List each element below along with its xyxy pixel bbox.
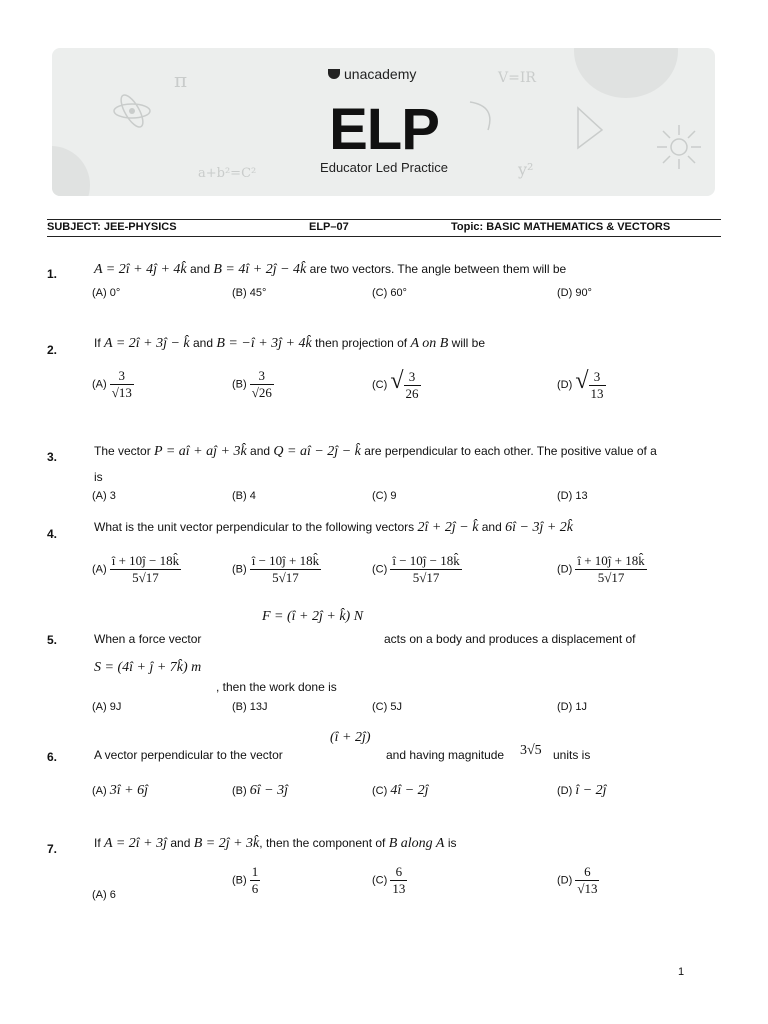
denominator: 5√17 [575,569,646,586]
circle-decoration [574,48,678,98]
denominator: √13 [577,881,598,896]
option-label: (D) [557,874,573,887]
option-label: (D) [557,785,573,797]
elp-code: ELP–07 [309,221,349,233]
option-b [232,864,260,897]
option-a [92,368,134,401]
option-label: (C) [372,874,388,887]
vector-b-expression: B = −î + 3ĵ + 4k̂ [216,336,312,351]
option-a: (A) 0° [92,287,121,299]
conjunction: and [481,520,502,534]
option-a [92,783,148,799]
displacement-vector-expression: S = (4î + ĵ + 7k̂) m [94,660,202,675]
option-d [557,553,647,586]
denominator: 5√17 [250,569,321,586]
option-c: (C) 9 [372,490,397,502]
option-label: (A) [92,785,107,797]
question-number: 3. [47,450,58,464]
option-fraction [110,368,134,401]
vector-p-expression: P = aî + aĵ + 3k̂ [154,444,247,459]
option-c: (C) 60° [372,287,407,299]
option-b: (B) 45° [232,287,267,299]
y-squared-doodle: y² [518,160,534,179]
question-lead: What is the unit vector perpendicular to the following vectors [94,520,415,534]
vector-a-expression: A = 2î + 4ĵ + 4k̂ [94,262,187,277]
option-b [232,553,321,586]
option-a: (A) 3 [92,490,116,502]
option-d [557,368,606,402]
question-7-text [94,836,456,851]
option-label: (D) [557,563,573,576]
question-3-text [94,444,724,459]
option-label: (C) [372,785,388,797]
option-a [92,553,181,586]
option-c [372,864,407,897]
question-mid: , then the component of [259,836,386,850]
conjunction: and [170,836,191,850]
denominator: 13 [590,385,604,401]
option-b: (B) 4 [232,490,256,502]
vector-expression: (î + 2ĵ) [330,730,371,745]
option-b [232,368,274,401]
question-tail: are two vectors. The angle between them will be [309,262,567,276]
option-d: (D) 13 [557,490,588,502]
option-fraction [250,553,321,586]
question-lead: If [94,336,101,350]
question-number: 4. [47,527,58,541]
question-5-lead: When a force vector [94,632,202,646]
option-b [232,783,288,799]
numerator: 6 [584,864,591,879]
unacademy-logo [328,66,416,82]
denominator: √26 [251,385,272,400]
option-fraction [589,369,606,402]
question-5-mid: acts on a body and produces a displacement of [384,632,636,646]
sqrt-symbol: √ [575,368,589,394]
ohms-law-doodle: V=IR [498,70,536,86]
denominator: 13 [392,881,406,896]
vector-b-expression: B = 4î + 2ĵ − 4k̂ [213,262,307,277]
option-d [557,864,599,897]
option-label: (C) [372,379,388,391]
subject-header [47,219,721,237]
numerator: î − 10ĵ + 18k̂ [251,553,320,568]
numerator: 6 [395,864,403,879]
denominator: 5√17 [110,569,181,586]
brand-name: unacademy [344,66,417,82]
question-2-text [94,336,485,351]
option-value: 3î + 6ĵ [109,783,148,798]
question-5-tail: , then the work done is [216,680,337,694]
option-d: (D) 90° [557,287,592,299]
question-4-text [94,520,734,535]
question-tail: will be [451,336,486,350]
question-6-mid: and having magnitude [386,748,505,762]
denominator: 5√17 [390,569,461,586]
vector-expression-1: 2î + 2ĵ − k̂ [417,520,479,535]
option-label: (B) [232,874,247,887]
math-term: A on B [410,336,449,351]
option-value: 6î − 3ĵ [249,783,288,798]
math-term: B along A [388,836,445,851]
option-fraction [404,369,421,402]
vector-a-expression: A = 2î + 3ĵ [104,836,167,851]
topic-label: Topic: BASIC MATHEMATICS & VECTORS [451,221,671,233]
conjunction: and [193,336,214,350]
option-fraction [575,553,646,586]
option-label: (D) [557,379,573,391]
numerator: î − 10ĵ − 18k̂ [392,553,460,568]
option-fraction [390,553,461,586]
numerator: 3 [593,368,601,384]
option-c: (C) 5J [372,701,402,713]
option-b: (B) 13J [232,701,268,713]
pi-doodle: π [174,68,188,92]
numerator: î + 10ĵ + 18k̂ [577,553,645,568]
question-6-tail: units is [553,748,591,762]
question-number: 7. [47,842,58,856]
option-fraction [250,864,261,897]
denominator: √13 [111,385,132,400]
question-tail: is [447,836,457,850]
elp-title: ELP [329,97,439,162]
numerator: 3 [258,368,266,383]
question-mid: then projection of [315,336,408,350]
option-value: 4î − 2ĵ [390,783,429,798]
question-tail: are perpendicular to each other. The positive value of a [364,444,657,458]
option-label: (B) [232,785,247,797]
option-d: (D) 1J [557,701,587,713]
option-c [372,553,462,586]
option-label: (A) [92,378,107,391]
elp-subtitle: Educator Led Practice [320,160,448,175]
option-a: (A) 6 [92,889,116,901]
conjunction: and [250,444,271,458]
option-c [372,783,429,799]
question-1-text [94,262,566,277]
denominator: 26 [405,385,419,401]
option-d [557,783,607,799]
page-number: 1 [678,966,685,978]
numerator: 3 [118,368,126,383]
subject-label: SUBJECT: JEE-PHYSICS [47,221,177,233]
option-label: (B) [232,378,247,391]
option-value: î − 2ĵ [575,783,607,798]
vector-b-expression: B = 2ĵ + 3k̂ [193,836,260,851]
option-fraction [575,864,599,897]
vector-expression-2: 6î − 3ĵ + 2k̂ [505,520,574,535]
option-label: (B) [232,563,247,576]
option-a: (A) 9J [92,701,122,713]
conjunction: and [189,262,211,276]
magnitude-expression: 3√5 [520,743,542,758]
question-lead: The vector [94,444,151,458]
option-label: (C) [372,563,388,576]
vector-a-expression: A = 2î + 3ĵ − k̂ [104,336,190,351]
question-number: 6. [47,750,58,764]
question-6-lead: A vector perpendicular to the vector [94,748,283,762]
vector-q-expression: Q = aî − 2ĵ − k̂ [273,444,361,459]
option-fraction [110,553,181,586]
question-number: 2. [47,343,58,357]
question-3-continuation: is [94,470,103,484]
denominator: 6 [251,881,259,896]
sqrt-symbol: √ [390,368,404,394]
option-label: (A) [92,563,107,576]
option-fraction [250,368,274,401]
pythagoras-doodle: a+b²=C² [198,166,257,181]
question-lead: If [94,836,101,850]
option-fraction [390,864,407,897]
numerator: 1 [251,864,259,879]
question-number: 1. [47,267,58,281]
question-number: 5. [47,633,58,647]
numerator: 3 [408,368,416,384]
logo-mark-icon [328,69,340,79]
numerator: î + 10ĵ − 18k̂ [111,553,180,568]
option-c [372,368,421,402]
force-vector-expression: F = (î + 2ĵ + k̂) N [262,609,364,624]
